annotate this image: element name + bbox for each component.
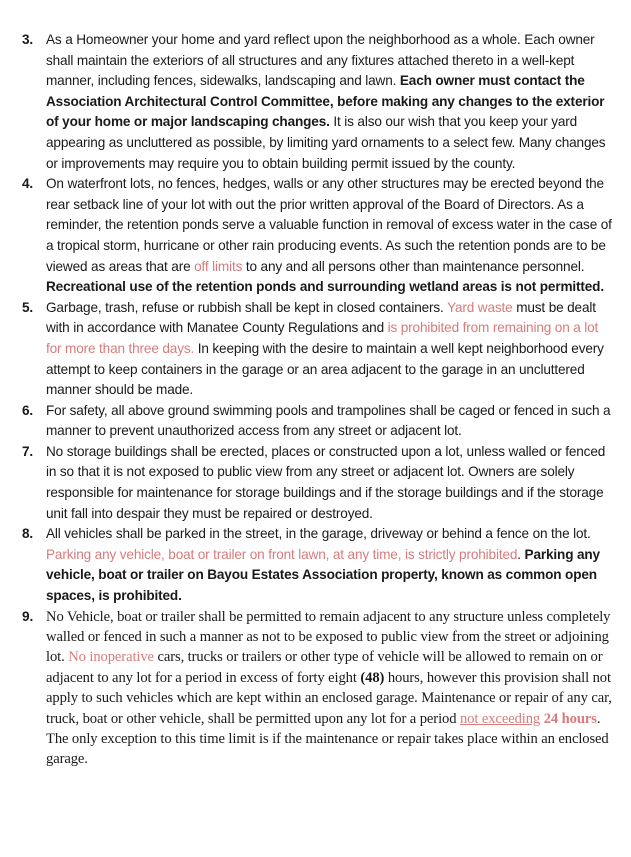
rule-item bbox=[0, 442, 631, 524]
rule-text-red: Parking any vehicle, boat or trailer on front lawn, at any time, is strictly prohibited bbox=[46, 546, 518, 562]
rule-item bbox=[0, 298, 631, 401]
rules-list bbox=[0, 30, 631, 770]
rule-item bbox=[0, 607, 631, 770]
rule-text-bold: (48) bbox=[360, 669, 385, 686]
rule-text: cars, trucks or trailers or other type of vehicle will be allowed to remain on or adjacent to any lot for a period in excess of forty eight bbox=[46, 649, 603, 686]
rule-text-red: Yard waste bbox=[447, 299, 513, 315]
rule-text: No storage buildings shall be erected, places or constructed upon a lot, unless walled or fenced in so that it is not exposed to public view from any street or adjacent lot. Owners are solely responsible for maintenance for storage buildings and if the storage buildings and if the storage unit fall into despair they must be repaired or destroyed. bbox=[46, 443, 606, 521]
rule-text: No Vehicle, boat or trailer shall be permitted to remain adjacent to any structure unless completely walled or fenced in such a manner as not to be exposed to public view from the street or adjoining lot. bbox=[46, 608, 611, 666]
rule-text: As a Homeowner your home and yard reflect upon the neighborhood as a whole. Each owner shall maintain the exteriors of all structures and any fixtures attached thereto in a well-kept manner, including fences, sidewalks, landscaping and lawn. bbox=[46, 32, 595, 89]
rule-text: . The only exception to this time limit is if the maintenance or repair takes place within an enclosed garage. bbox=[46, 710, 609, 768]
rule-text: For safety, all above ground swimming pools and trampolines shall be caged or fenced in such a manner to prevent unauthorized access from any street or adjacent lot. bbox=[46, 402, 611, 439]
rule-number: 8. bbox=[22, 526, 34, 542]
rule-text-red-bold: 24 hours bbox=[543, 710, 597, 727]
rule-item bbox=[0, 174, 631, 298]
rule-text-red-underline: not exceeding bbox=[459, 710, 541, 727]
rule-text-bold: Parking any vehicle, boat or trailer on Bayou Estates Association property, known as common open spaces, is prohibited. bbox=[46, 546, 600, 604]
rule-number: 3. bbox=[22, 32, 34, 47]
rule-text-red: No inoperative bbox=[68, 649, 154, 666]
rule-text: to any and all persons other than maintenance personnel. bbox=[242, 258, 585, 274]
rule-item bbox=[0, 524, 631, 606]
rule-item bbox=[0, 30, 631, 174]
rule-item bbox=[0, 401, 631, 442]
rule-text-bold: Each owner must contact the Association Architectural Control Committee, before making any changes to the exterior of your home or major landscaping changes. bbox=[46, 73, 605, 130]
rule-number: 7. bbox=[22, 443, 34, 459]
rule-text: . bbox=[517, 546, 525, 562]
document-page bbox=[0, 30, 631, 770]
rule-text: Garbage, trash, refuse or rubbish shall be kept in closed containers. bbox=[46, 299, 448, 315]
rule-text: hours, however this provision shall not apply to such vehicles which are kept within an enclosed garage. Maintenance or repair of any car, truck, boat or other vehicle, shall be permitted upon any lot for a period bbox=[46, 669, 612, 727]
rule-text: On waterfront lots, no fences, hedges, walls or any other structures may be erected beyond the rear setback line of your lot with out the prior written approval of the Board of Directors. As a reminder, the retention ponds serve a valuable function in removal of excess water in the case of a tropical storm, hurricane or other rain producing events. As such the retention ponds are to be viewed as areas that are bbox=[46, 176, 612, 274]
rule-number: 9. bbox=[22, 608, 34, 624]
rule-text-red: off limits bbox=[194, 258, 243, 274]
rule-text-red: is prohibited from remaining on a lot for more than three days. bbox=[46, 320, 599, 356]
rule-text: All vehicles shall be parked in the street, in the garage, driveway or behind a fence on the lot. bbox=[46, 526, 591, 542]
rule-number: 4. bbox=[22, 176, 34, 192]
rule-number: 5. bbox=[22, 299, 34, 315]
rule-number: 6. bbox=[22, 402, 34, 418]
rule-text: must be dealt with in accordance with Manatee County Regulations and bbox=[46, 299, 596, 336]
rule-text-bold: Recreational use of the retention ponds and surrounding wetland areas is not permitted. bbox=[46, 279, 604, 295]
rule-text: It is also our wish that you keep your yard appearing as uncluttered as possible, by limiting yard ornaments to a select few. Many changes or improvements may require you to obtain building permit issued by the county. bbox=[46, 114, 606, 171]
rule-text: In keeping with the desire to maintain a well kept neighborhood every attempt to keep containers in the garage or an area adjacent to the garage in an uncluttered manner should be made. bbox=[46, 340, 604, 398]
